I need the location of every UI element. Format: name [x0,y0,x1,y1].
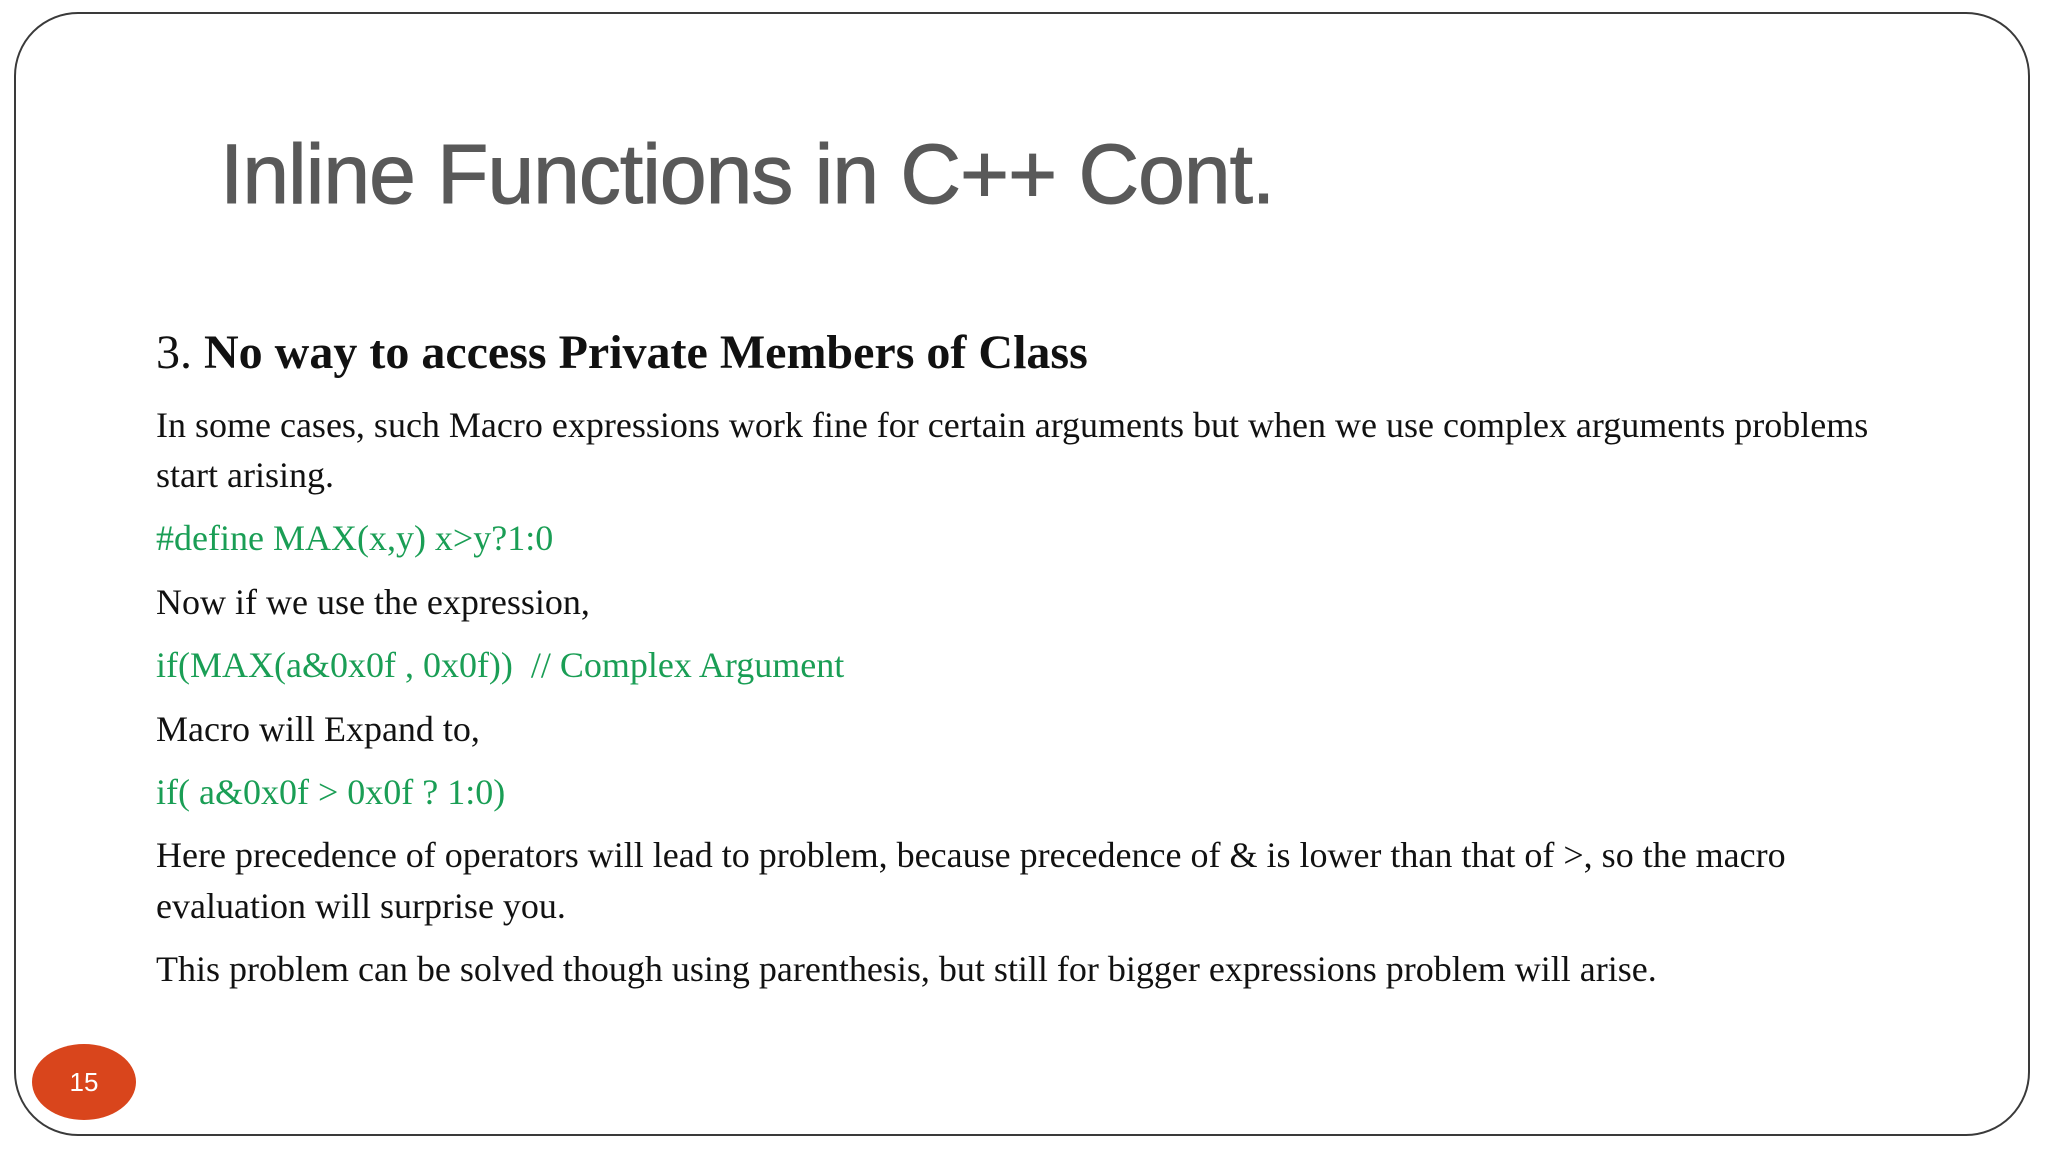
code-define-line: #define MAX(x,y) x>y?1:0 [156,518,554,559]
code-call-line: if(MAX(a&0x0f , 0x0f)) // Complex Argument [156,645,845,686]
code-expanded-line: if( a&0x0f > 0x0f ? 1:0) [156,771,506,812]
expand-text: Macro will Expand to, [156,708,480,749]
intro-paragraph: In some cases, such Macro expressions work fine for certain arguments but when we use complex arguments problems start arising. [156,404,1869,495]
precedence-paragraph: Here precedence of operators will lead to problem, because precedence of & is lower than that of >, so the macro evaluation will surprise you. [156,835,1786,926]
page-number: 15 [69,1066,99,1097]
page-number-badge [32,1044,136,1120]
heading-number: 3. [156,326,192,379]
heading-text: No way to access Private Members of Class [204,326,1088,379]
solution-paragraph: This problem can be solved though using parenthesis, but still for bigger expressions problem will arise. [156,949,1657,990]
use-expression-text: Now if we use the expression, [156,581,590,622]
slide-body [156,324,1936,1008]
section-heading [156,324,1936,382]
slide-title: Inline Functions in C++ Cont. [220,127,1275,221]
